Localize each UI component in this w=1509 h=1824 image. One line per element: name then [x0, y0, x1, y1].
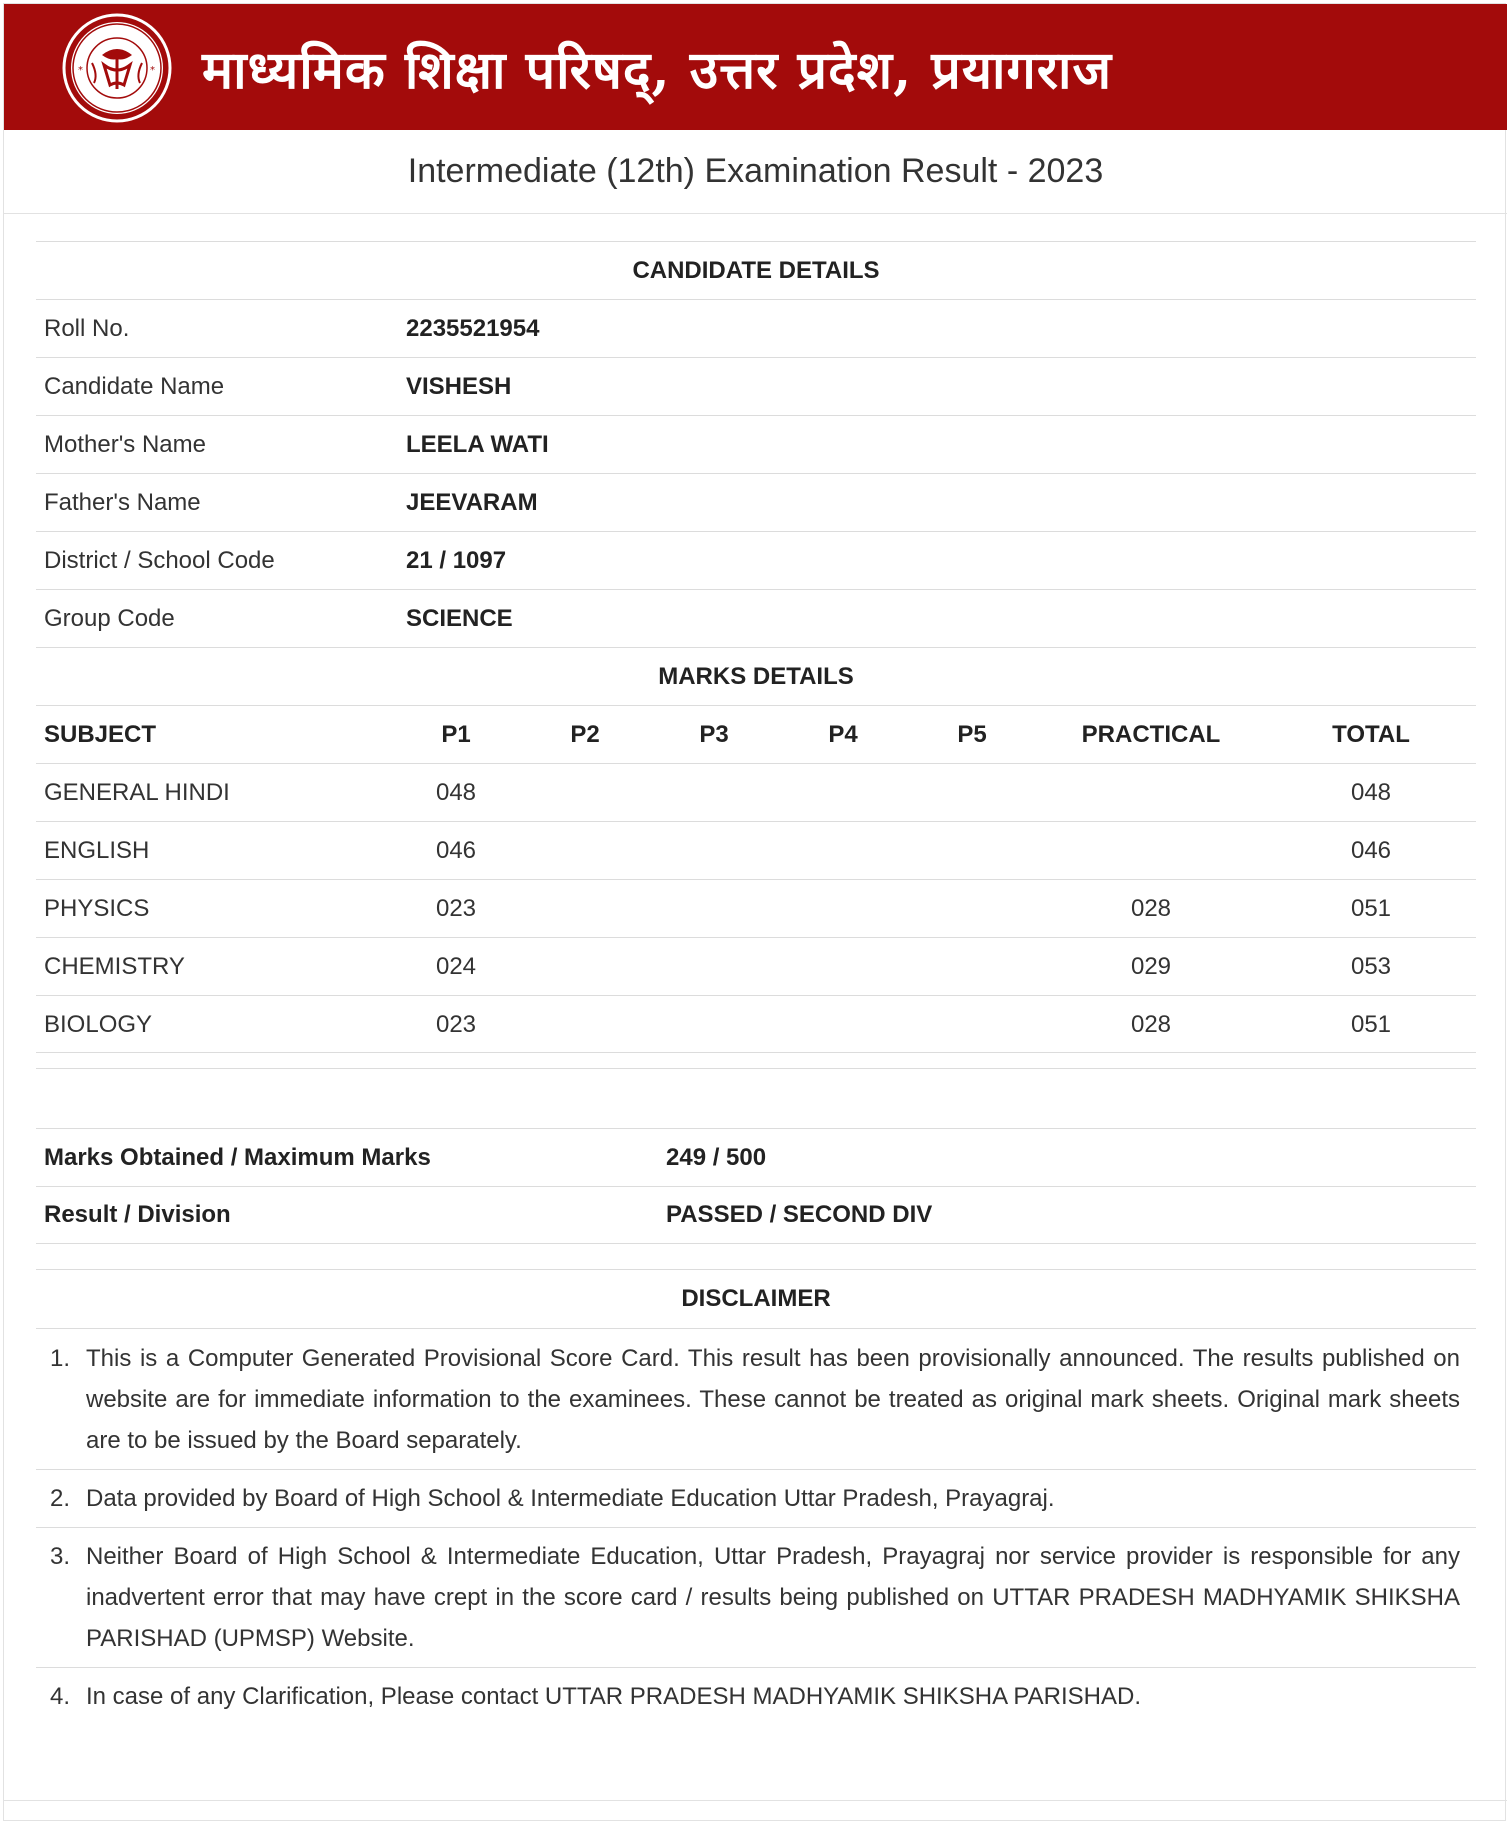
p1-cell: 046	[435, 837, 477, 864]
list-item	[36, 1469, 1476, 1527]
disclaimer-text: Data provided by Board of High School & Intermediate Education Uttar Pradesh, Prayagraj.	[86, 1485, 1055, 1512]
column-header-p5: P5	[957, 721, 987, 748]
field-label: Candidate Name	[44, 372, 225, 400]
practical-cell: 028	[1130, 895, 1172, 922]
candidate-details-table	[36, 241, 1476, 705]
field-label: Father's Name	[44, 488, 201, 516]
disclaimer-list	[36, 1330, 1476, 1725]
page-footer-divider	[4, 1800, 1507, 1801]
practical-cell: 028	[1130, 1011, 1172, 1038]
table-row	[36, 937, 1476, 995]
candidate-name-value: VISHESH	[406, 372, 512, 400]
subject-cell: CHEMISTRY	[44, 953, 185, 980]
list-item	[36, 1667, 1476, 1725]
total-cell: 053	[1350, 953, 1392, 980]
column-header-p2: P2	[570, 721, 600, 748]
table-row	[36, 763, 1476, 821]
subject-cell: GENERAL HINDI	[44, 779, 230, 806]
svg-text:*: *	[150, 65, 155, 76]
district-school-row	[36, 531, 1476, 589]
marks-obtained-value: 249 / 500	[666, 1143, 767, 1171]
column-header-p1: P1	[441, 721, 471, 748]
subject-cell: ENGLISH	[44, 837, 150, 864]
list-item	[36, 1330, 1476, 1469]
subject-cell: PHYSICS	[44, 895, 150, 922]
marks-table	[36, 705, 1476, 1069]
board-emblem-logo	[62, 13, 172, 123]
header-banner	[4, 4, 1507, 130]
field-label: District / School Code	[44, 546, 275, 574]
column-header-total: TOTAL	[1332, 721, 1410, 748]
list-number: 2.	[50, 1485, 71, 1512]
column-header-p4: P4	[828, 721, 858, 748]
column-header-p3: P3	[699, 721, 729, 748]
table-row	[36, 995, 1476, 1053]
practical-cell: 029	[1130, 953, 1172, 980]
total-cell: 048	[1350, 779, 1392, 806]
column-header-subject: SUBJECT	[44, 721, 157, 748]
father-name-row	[36, 473, 1476, 531]
result-division-row	[36, 1186, 1476, 1244]
svg-text:*: *	[78, 65, 83, 76]
total-cell: 051	[1350, 1011, 1392, 1038]
table-row	[36, 821, 1476, 879]
candidate-details-heading: CANDIDATE DETAILS	[36, 241, 1476, 299]
p1-cell: 023	[435, 895, 477, 922]
disclaimer-heading: DISCLAIMER	[36, 1269, 1476, 1329]
field-label: Group Code	[44, 604, 175, 632]
disclaimer-text: Neither Board of High School & Intermediate Education, Uttar Pradesh, Prayagraj nor service provider is responsible for any inadvertent error that may have crept in the score card / results being published on UTTAR PRADESH MADHYAMIK SHIKSHA PARISHAD (UPMSP) Website.	[86, 1543, 1460, 1652]
roll-no-row	[36, 299, 1476, 357]
table-row	[36, 879, 1476, 937]
total-cell: 051	[1350, 895, 1392, 922]
list-number: 1.	[50, 1345, 71, 1372]
roll-no-value: 2235521954	[406, 314, 540, 342]
list-item	[36, 1527, 1476, 1667]
group-code-value: SCIENCE	[406, 604, 513, 632]
p1-cell: 048	[435, 779, 477, 806]
group-code-row	[36, 589, 1476, 647]
subject-cell: BIOLOGY	[44, 1011, 153, 1038]
board-title-hindi: माध्यमिक शिक्षा परिषद्, उत्तर प्रदेश, प्रयागराज	[202, 40, 1113, 101]
result-summary-table	[36, 1128, 1476, 1244]
result-page	[3, 3, 1506, 1821]
marks-obtained-row	[36, 1128, 1476, 1186]
marks-details-heading: MARKS DETAILS	[36, 647, 1476, 705]
p1-cell: 024	[435, 953, 477, 980]
exam-title: Intermediate (12th) Examination Result - 2023	[4, 130, 1507, 214]
result-division-label: Result / Division	[44, 1201, 231, 1228]
father-name-value: JEEVARAM	[406, 488, 538, 516]
mother-name-value: LEELA WATI	[406, 430, 549, 458]
candidate-name-row	[36, 357, 1476, 415]
disclaimer-heading-wrap	[36, 1269, 1476, 1329]
table-divider	[36, 1053, 1476, 1069]
column-header-practical: PRACTICAL	[1081, 721, 1221, 748]
field-label: Mother's Name	[44, 430, 206, 458]
result-division-value: PASSED / SECOND DIV	[666, 1201, 933, 1228]
marks-obtained-label: Marks Obtained / Maximum Marks	[44, 1143, 431, 1171]
district-school-value: 21 / 1097	[406, 546, 507, 574]
total-cell: 046	[1350, 837, 1392, 864]
mother-name-row	[36, 415, 1476, 473]
disclaimer-text: In case of any Clarification, Please contact UTTAR PRADESH MADHYAMIK SHIKSHA PARISHAD.	[86, 1683, 1142, 1710]
field-label: Roll No.	[44, 314, 130, 342]
disclaimer-text: This is a Computer Generated Provisional Score Card. This result has been provisionally announced. The results published on website are for immediate information to the examinees. These cannot be treated as original mark sheets. Original mark sheets are to be issued by the Board separately.	[86, 1345, 1460, 1454]
list-number: 4.	[50, 1683, 71, 1710]
p1-cell: 023	[435, 1011, 477, 1038]
marks-header-row	[36, 705, 1476, 763]
list-number: 3.	[50, 1543, 71, 1570]
